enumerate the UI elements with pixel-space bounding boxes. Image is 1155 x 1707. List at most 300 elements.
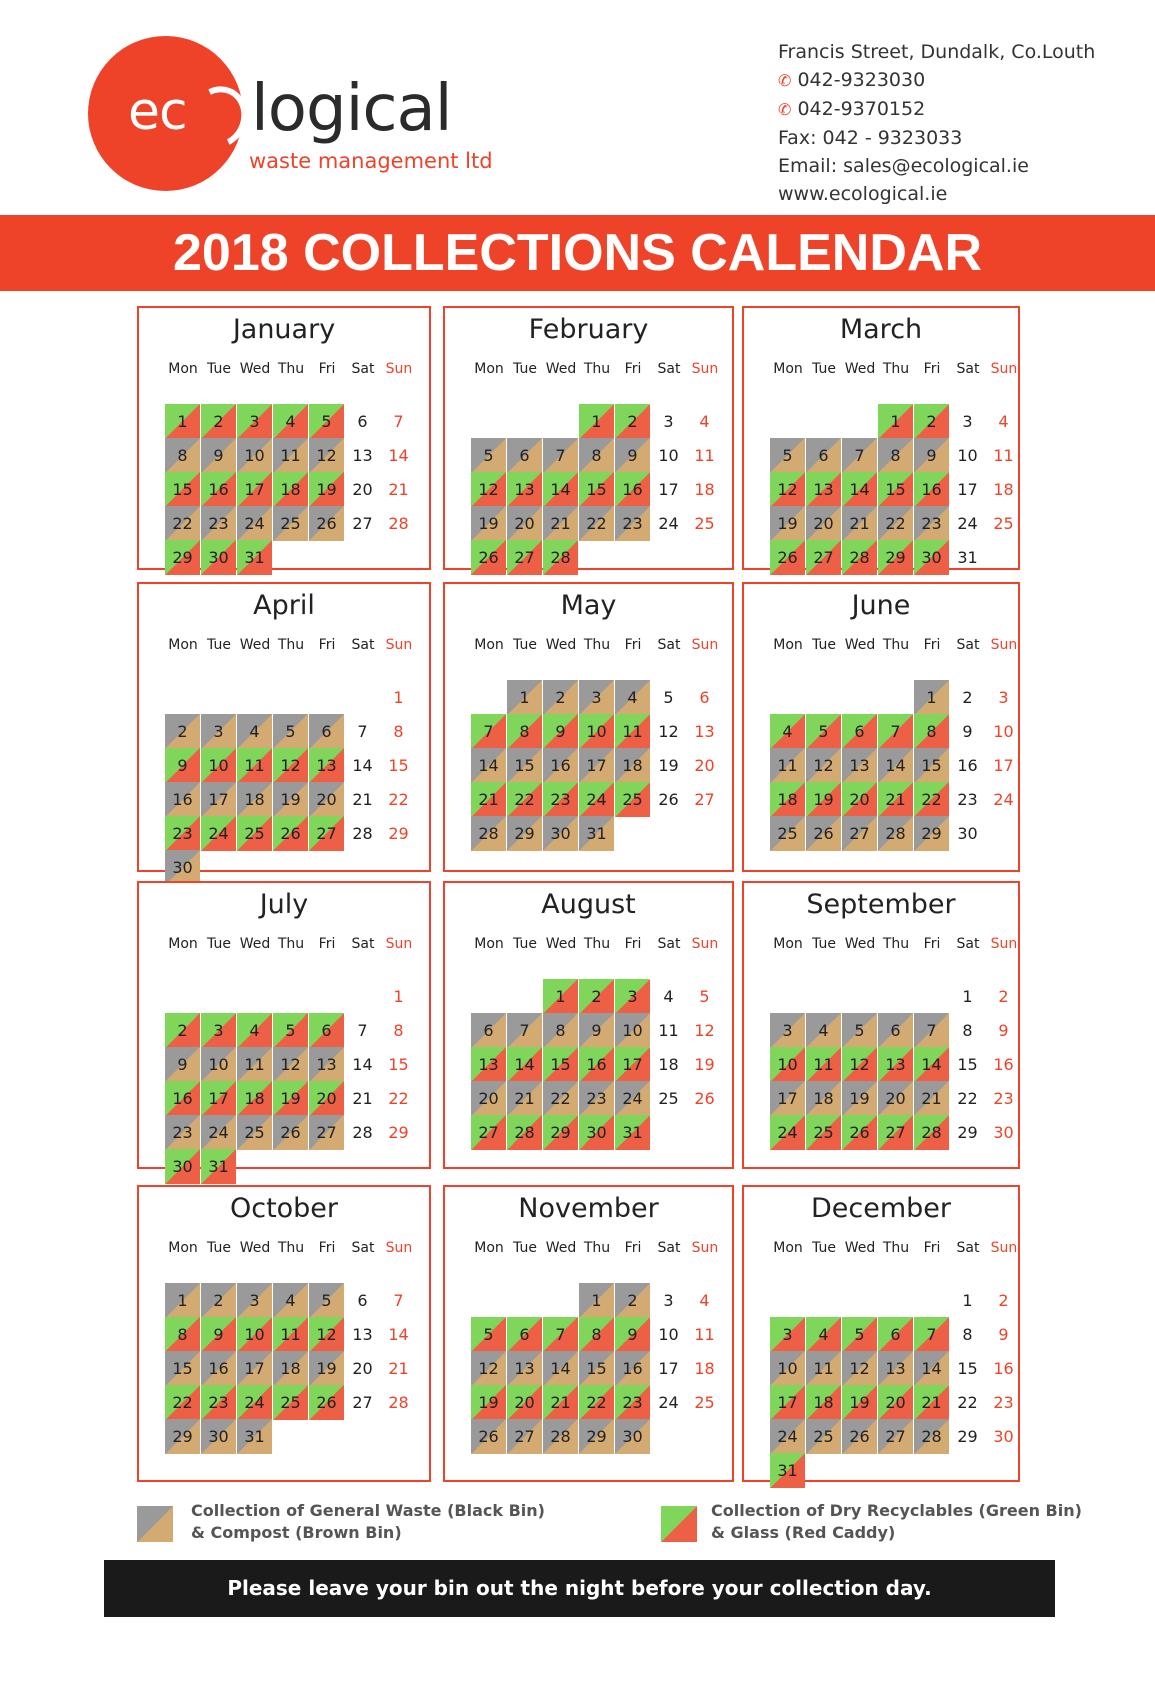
- calendar-day: 29: [914, 816, 949, 851]
- calendar-day: 29: [388, 1123, 409, 1142]
- calendar-day: 31: [770, 1453, 805, 1488]
- calendar-day: 25: [658, 1089, 679, 1108]
- calendar-day: 7: [842, 438, 877, 473]
- calendar-day: 4: [770, 714, 805, 749]
- calendar-day: 23: [993, 1089, 1014, 1108]
- calendar-day: 21: [842, 506, 877, 541]
- calendar-day: 3: [770, 1013, 805, 1048]
- calendar-day: 31: [615, 1115, 650, 1150]
- day-header-tue: Tue: [207, 361, 231, 377]
- calendar-day: 12: [273, 748, 308, 783]
- calendar-day: 14: [543, 472, 578, 507]
- calendar-day: 14: [352, 756, 373, 775]
- calendar-day: 12: [309, 438, 344, 473]
- calendar-day: 27: [507, 1419, 542, 1454]
- calendar-day: 13: [878, 1047, 913, 1082]
- month-september: [742, 881, 1020, 1169]
- calendar-day: 11: [694, 1325, 715, 1344]
- month-march: [742, 306, 1020, 570]
- calendar-day: 7: [914, 1317, 949, 1352]
- calendar-day: 12: [694, 1021, 715, 1040]
- calendar-day: 18: [273, 1351, 308, 1386]
- calendar-day: 13: [842, 748, 877, 783]
- calendar-day: 28: [543, 540, 578, 575]
- calendar-day: 17: [993, 756, 1014, 775]
- calendar-day: 12: [471, 472, 506, 507]
- calendar-day: 4: [615, 680, 650, 715]
- day-header-mon: Mon: [474, 637, 504, 653]
- calendar-day: 17: [579, 748, 614, 783]
- calendar-day: 2: [615, 404, 650, 439]
- legend-general-compost: Collection of General Waste (Black Bin) & Compost (Brown Bin): [191, 1501, 545, 1542]
- calendar-day: 22: [579, 506, 614, 541]
- calendar-day: 25: [615, 782, 650, 817]
- calendar-day: 2: [615, 1283, 650, 1318]
- calendar-day: 6: [471, 1013, 506, 1048]
- calendar-day: 5: [309, 404, 344, 439]
- calendar-day: 21: [388, 480, 409, 499]
- calendar-day: 2: [962, 688, 973, 707]
- calendar-day: 1: [507, 680, 542, 715]
- calendar-day: 11: [273, 438, 308, 473]
- day-header-thu: Thu: [277, 637, 305, 653]
- day-header-sun: Sun: [385, 361, 413, 377]
- calendar-day: 20: [352, 1359, 373, 1378]
- calendar-day: 23: [957, 790, 978, 809]
- calendar-day: 19: [309, 472, 344, 507]
- calendar-day: 30: [579, 1115, 614, 1150]
- calendar-day: 13: [309, 1047, 344, 1082]
- month-july: [137, 881, 431, 1176]
- calendar-day: 28: [388, 514, 409, 533]
- calendar-day: 13: [878, 1351, 913, 1386]
- day-header-mon: Mon: [474, 361, 504, 377]
- day-header-tue: Tue: [207, 936, 231, 952]
- calendar-day: 30: [165, 850, 200, 885]
- calendar-day: 31: [237, 540, 272, 575]
- day-header-wed: Wed: [239, 361, 271, 377]
- calendar-day: 1: [165, 404, 200, 439]
- calendar-day: 2: [543, 680, 578, 715]
- calendar-day: 31: [579, 816, 614, 851]
- day-header-fri: Fri: [923, 1240, 941, 1256]
- calendar-day: 3: [998, 688, 1009, 707]
- day-header-fri: Fri: [624, 1240, 642, 1256]
- calendar-day: 24: [658, 514, 679, 533]
- logo-logical-text: logical: [251, 72, 452, 146]
- calendar-day: 19: [658, 756, 679, 775]
- calendar-day: 1: [962, 1291, 973, 1310]
- calendar-day: 26: [309, 506, 344, 541]
- contact-phone-1: ✆ 042-9323030: [778, 69, 926, 91]
- day-header-sat: Sat: [956, 936, 980, 952]
- contact-block: [778, 38, 1095, 208]
- day-header-tue: Tue: [812, 936, 836, 952]
- calendar-day: 3: [579, 680, 614, 715]
- calendar-day: 6: [842, 714, 877, 749]
- calendar-day: 8: [878, 438, 913, 473]
- calendar-day: 12: [658, 722, 679, 741]
- month-june: [742, 582, 1020, 872]
- calendar-day: 21: [878, 782, 913, 817]
- calendar-day: 2: [201, 1283, 236, 1318]
- calendar-day: 7: [914, 1013, 949, 1048]
- calendar-day: 16: [914, 472, 949, 507]
- calendar-day: 14: [914, 1351, 949, 1386]
- calendar-day: 22: [957, 1089, 978, 1108]
- phone-icon: ✆: [778, 100, 792, 119]
- calendar-day: 23: [914, 506, 949, 541]
- calendar-day: 12: [770, 472, 805, 507]
- calendar-day: 8: [393, 1021, 404, 1040]
- calendar-day: 22: [388, 1089, 409, 1108]
- calendar-day: 28: [878, 816, 913, 851]
- calendar-grid: [137, 306, 1020, 1482]
- calendar-day: 8: [165, 1317, 200, 1352]
- month-title: May: [560, 590, 617, 621]
- calendar-day: 3: [237, 404, 272, 439]
- calendar-day: 11: [273, 1317, 308, 1352]
- calendar-day: 21: [352, 790, 373, 809]
- calendar-day: 8: [914, 714, 949, 749]
- day-header-mon: Mon: [773, 1240, 803, 1256]
- day-header-thu: Thu: [583, 936, 611, 952]
- calendar-day: 22: [507, 782, 542, 817]
- day-header-mon: Mon: [168, 936, 198, 952]
- calendar-day: 28: [914, 1115, 949, 1150]
- calendar-day: 7: [357, 1021, 368, 1040]
- logo-subtitle: waste management ltd: [249, 149, 493, 173]
- month-title: March: [839, 314, 923, 345]
- calendar-day: 22: [165, 1385, 200, 1420]
- calendar-day: 16: [615, 472, 650, 507]
- day-header-thu: Thu: [583, 637, 611, 653]
- calendar-day: 9: [165, 748, 200, 783]
- calendar-day: 13: [352, 446, 373, 465]
- day-header-sat: Sat: [956, 637, 980, 653]
- day-header-fri: Fri: [318, 1240, 336, 1256]
- calendar-day: 18: [658, 1055, 679, 1074]
- calendar-day: 23: [201, 1385, 236, 1420]
- calendar-day: 3: [201, 714, 236, 749]
- calendar-day: 31: [237, 1419, 272, 1454]
- calendar-day: 19: [770, 506, 805, 541]
- calendar-day: 26: [842, 1419, 877, 1454]
- calendar-day: 23: [165, 1115, 200, 1150]
- calendar-day: 29: [507, 816, 542, 851]
- day-header-sat: Sat: [657, 361, 681, 377]
- calendar-day: 15: [165, 472, 200, 507]
- calendar-day: 7: [471, 714, 506, 749]
- calendar-day: 1: [543, 979, 578, 1014]
- calendar-day: 21: [543, 506, 578, 541]
- calendar-day: 24: [237, 1385, 272, 1420]
- company-logo: [88, 36, 568, 196]
- calendar-day: 15: [579, 1351, 614, 1386]
- calendar-day: 8: [962, 1325, 973, 1344]
- calendar-day: 22: [388, 790, 409, 809]
- month-title: December: [810, 1193, 951, 1224]
- calendar-day: 4: [998, 412, 1009, 431]
- calendar-day: 29: [165, 540, 200, 575]
- calendar-day: 4: [237, 714, 272, 749]
- calendar-day: 20: [352, 480, 373, 499]
- calendar-day: 10: [237, 438, 272, 473]
- calendar-day: 10: [993, 722, 1014, 741]
- calendar-day: 21: [914, 1081, 949, 1116]
- day-header-sun: Sun: [990, 637, 1018, 653]
- month-january: [137, 306, 431, 570]
- calendar-day: 4: [663, 987, 674, 1006]
- calendar-day: 26: [806, 816, 841, 851]
- day-header-thu: Thu: [277, 361, 305, 377]
- month-april: [137, 582, 431, 877]
- calendar-day: 5: [842, 1317, 877, 1352]
- calendar-day: 15: [957, 1359, 978, 1378]
- calendar-day: 10: [579, 714, 614, 749]
- day-header-sat: Sat: [956, 361, 980, 377]
- calendar-day: 25: [237, 816, 272, 851]
- calendar-day: 11: [237, 748, 272, 783]
- calendar-day: 14: [352, 1055, 373, 1074]
- legend-recycle-glass: Collection of Dry Recyclables (Green Bin) & Glass (Red Caddy): [711, 1501, 1082, 1542]
- calendar-day: 3: [615, 979, 650, 1014]
- calendar-day: 15: [914, 748, 949, 783]
- day-header-sun: Sun: [385, 1240, 413, 1256]
- calendar-day: 8: [579, 438, 614, 473]
- calendar-day: 8: [393, 722, 404, 741]
- day-header-sun: Sun: [691, 1240, 719, 1256]
- calendar-day: 24: [770, 1419, 805, 1454]
- calendar-day: 9: [615, 438, 650, 473]
- day-header-wed: Wed: [239, 1240, 271, 1256]
- day-header-mon: Mon: [773, 936, 803, 952]
- calendar-day: 29: [579, 1419, 614, 1454]
- day-header-sat: Sat: [351, 637, 375, 653]
- calendar-day: 27: [309, 816, 344, 851]
- calendar-day: 20: [507, 1385, 542, 1420]
- calendar-day: 2: [165, 1013, 200, 1048]
- calendar-day: 19: [273, 1081, 308, 1116]
- calendar-day: 6: [699, 688, 710, 707]
- calendar-day: 26: [471, 540, 506, 575]
- calendar-day: 26: [842, 1115, 877, 1150]
- day-header-tue: Tue: [513, 1240, 537, 1256]
- calendar-day: 20: [878, 1081, 913, 1116]
- calendar-day: 11: [658, 1021, 679, 1040]
- day-header-fri: Fri: [318, 361, 336, 377]
- calendar-day: 12: [273, 1047, 308, 1082]
- calendar-day: 18: [237, 1081, 272, 1116]
- calendar-day: 19: [694, 1055, 715, 1074]
- contact-address: Francis Street, Dundalk, Co.Louth: [778, 41, 1096, 63]
- calendar-day: 25: [993, 514, 1014, 533]
- calendar-day: 3: [663, 412, 674, 431]
- calendar-day: 27: [471, 1115, 506, 1150]
- calendar-day: 26: [770, 540, 805, 575]
- calendar-day: 18: [273, 472, 308, 507]
- calendar-day: 5: [471, 1317, 506, 1352]
- calendar-day: 30: [543, 816, 578, 851]
- day-header-sun: Sun: [990, 936, 1018, 952]
- calendar-day: 2: [201, 404, 236, 439]
- calendar-day: 23: [201, 506, 236, 541]
- calendar-day: 24: [201, 1115, 236, 1150]
- calendar-day: 9: [165, 1047, 200, 1082]
- day-header-sun: Sun: [691, 637, 719, 653]
- calendar-day: 26: [273, 1115, 308, 1150]
- day-header-tue: Tue: [812, 1240, 836, 1256]
- calendar-day: 19: [842, 1081, 877, 1116]
- calendar-day: 30: [615, 1419, 650, 1454]
- calendar-day: 9: [201, 1317, 236, 1352]
- day-header-sun: Sun: [385, 637, 413, 653]
- calendar-day: 29: [878, 540, 913, 575]
- calendar-day: 7: [878, 714, 913, 749]
- calendar-day: 20: [694, 756, 715, 775]
- calendar-day: 4: [237, 1013, 272, 1048]
- calendar-day: 24: [237, 506, 272, 541]
- calendar-day: 9: [962, 722, 973, 741]
- calendar-day: 10: [615, 1013, 650, 1048]
- calendar-day: 16: [615, 1351, 650, 1386]
- month-title: January: [232, 314, 336, 345]
- month-title: April: [253, 590, 315, 621]
- calendar-day: 8: [579, 1317, 614, 1352]
- calendar-day: 20: [842, 782, 877, 817]
- calendar-day: 27: [309, 1115, 344, 1150]
- calendar-day: 30: [993, 1427, 1014, 1446]
- day-header-fri: Fri: [318, 637, 336, 653]
- calendar-day: 10: [201, 1047, 236, 1082]
- calendar-day: 5: [273, 714, 308, 749]
- calendar-day: 10: [658, 446, 679, 465]
- calendar-day: 17: [658, 480, 679, 499]
- contact-fax: Fax: 042 - 9323033: [778, 127, 963, 149]
- calendar-day: 8: [507, 714, 542, 749]
- day-header-sun: Sun: [691, 936, 719, 952]
- day-header-thu: Thu: [882, 936, 910, 952]
- calendar-day: 9: [543, 714, 578, 749]
- calendar-day: 30: [914, 540, 949, 575]
- calendar-day: 18: [615, 748, 650, 783]
- day-header-tue: Tue: [812, 361, 836, 377]
- day-header-sat: Sat: [351, 936, 375, 952]
- contact-website: www.ecological.ie: [778, 183, 948, 205]
- calendar-day: 21: [352, 1089, 373, 1108]
- calendar-day: 24: [579, 782, 614, 817]
- calendar-day: 7: [393, 1291, 404, 1310]
- calendar-day: 4: [699, 412, 710, 431]
- month-august: [443, 881, 734, 1169]
- calendar-day: 17: [237, 1351, 272, 1386]
- calendar-day: 19: [471, 506, 506, 541]
- calendar-day: 13: [352, 1325, 373, 1344]
- month-title: November: [518, 1193, 659, 1224]
- calendar-day: 6: [878, 1013, 913, 1048]
- calendar-day: 6: [878, 1317, 913, 1352]
- day-header-fri: Fri: [624, 936, 642, 952]
- day-header-wed: Wed: [239, 936, 271, 952]
- calendar-day: 15: [543, 1047, 578, 1082]
- calendar-day: 3: [201, 1013, 236, 1048]
- calendar-day: 24: [201, 816, 236, 851]
- calendar-day: 10: [770, 1351, 805, 1386]
- calendar-day: 16: [993, 1359, 1014, 1378]
- month-november: [443, 1185, 734, 1482]
- calendar-day: 5: [471, 438, 506, 473]
- day-header-sun: Sun: [385, 936, 413, 952]
- calendar-day: 24: [770, 1115, 805, 1150]
- day-header-fri: Fri: [923, 361, 941, 377]
- calendar-day: 3: [237, 1283, 272, 1318]
- calendar-day: 17: [615, 1047, 650, 1082]
- calendar-day: 17: [658, 1359, 679, 1378]
- calendar-day: 16: [165, 1081, 200, 1116]
- calendar-day: 22: [957, 1393, 978, 1412]
- calendar-day: 27: [842, 816, 877, 851]
- calendar-day: 10: [957, 446, 978, 465]
- calendar-day: 9: [998, 1325, 1009, 1344]
- calendar-day: 13: [507, 472, 542, 507]
- calendar-day: 7: [357, 722, 368, 741]
- calendar-day: 19: [309, 1351, 344, 1386]
- calendar-day: 24: [658, 1393, 679, 1412]
- calendar-day: 19: [471, 1385, 506, 1420]
- day-header-tue: Tue: [812, 637, 836, 653]
- calendar-day: 28: [352, 1123, 373, 1142]
- calendar-day: 21: [388, 1359, 409, 1378]
- day-header-wed: Wed: [239, 637, 271, 653]
- calendar-day: 24: [957, 514, 978, 533]
- calendar-day: 16: [201, 472, 236, 507]
- calendar-day: 1: [914, 680, 949, 715]
- calendar-day: 6: [507, 438, 542, 473]
- calendar-day: 14: [842, 472, 877, 507]
- calendar-day: 3: [663, 1291, 674, 1310]
- calendar-day: 3: [962, 412, 973, 431]
- day-header-fri: Fri: [923, 936, 941, 952]
- calendar-day: 13: [471, 1047, 506, 1082]
- calendar-day: 3: [770, 1317, 805, 1352]
- calendar-day: 4: [273, 1283, 308, 1318]
- calendar-day: 31: [957, 548, 978, 567]
- calendar-day: 12: [842, 1351, 877, 1386]
- contact-email: Email: sales@ecological.ie: [778, 155, 1029, 177]
- month-title: June: [851, 590, 911, 621]
- calendar-day: 11: [237, 1047, 272, 1082]
- day-header-thu: Thu: [882, 1240, 910, 1256]
- day-header-mon: Mon: [773, 361, 803, 377]
- calendar-day: 5: [309, 1283, 344, 1318]
- calendar-day: 30: [957, 824, 978, 843]
- day-header-wed: Wed: [844, 637, 876, 653]
- calendar-day: 4: [699, 1291, 710, 1310]
- calendar-day: 20: [806, 506, 841, 541]
- calendar-day: 1: [165, 1283, 200, 1318]
- calendar-day: 21: [543, 1385, 578, 1420]
- calendar-day: 29: [957, 1123, 978, 1142]
- day-header-wed: Wed: [545, 637, 577, 653]
- calendar-day: 26: [273, 816, 308, 851]
- day-header-fri: Fri: [624, 637, 642, 653]
- calendar-day: 4: [806, 1317, 841, 1352]
- calendar-day: 20: [507, 506, 542, 541]
- calendar-day: 17: [201, 782, 236, 817]
- calendar-day: 19: [273, 782, 308, 817]
- calendar-day: 14: [914, 1047, 949, 1082]
- day-header-tue: Tue: [207, 637, 231, 653]
